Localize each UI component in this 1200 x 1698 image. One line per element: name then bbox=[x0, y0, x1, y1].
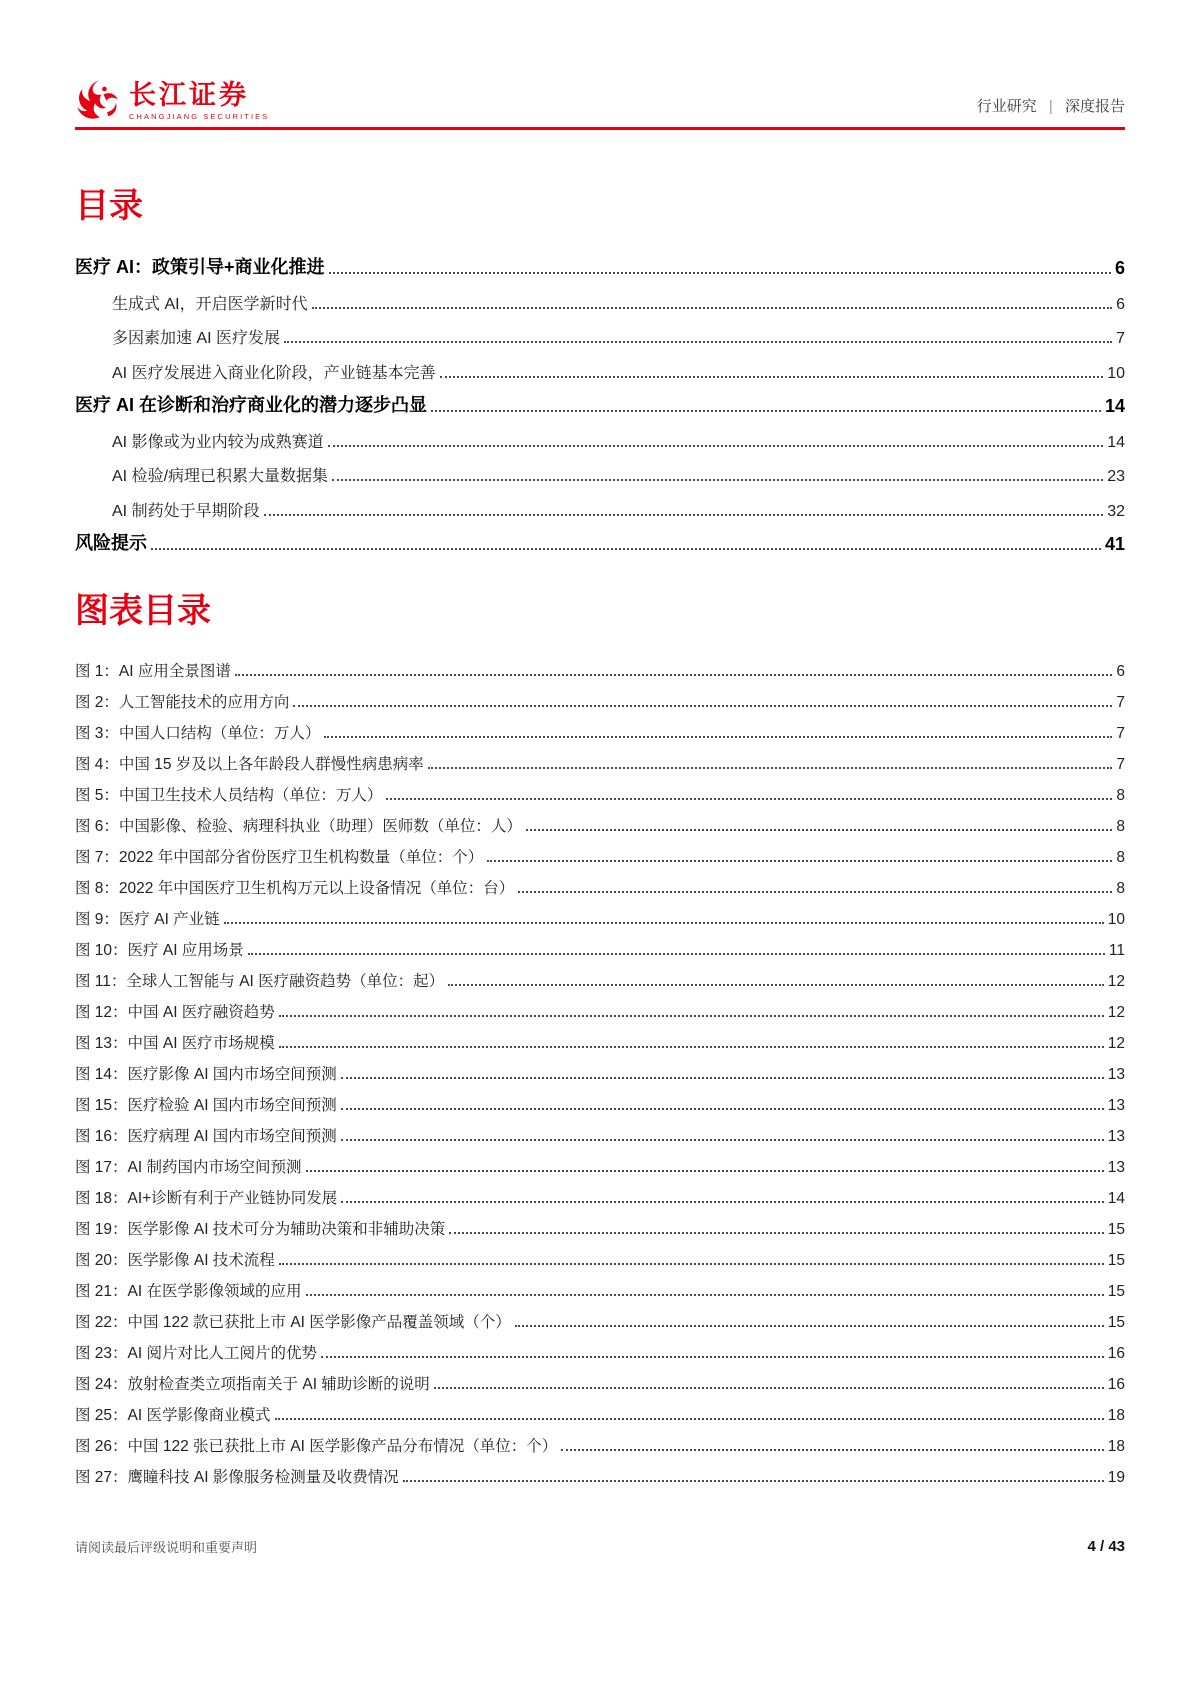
brand-name-cn: 长江证券 bbox=[129, 79, 249, 110]
toc-entry-page: 14 bbox=[1107, 433, 1125, 451]
figure-entry-label: 图 16：医疗病理 AI 国内市场空间预测 bbox=[75, 1128, 337, 1146]
figure-entry[interactable] bbox=[75, 1301, 1125, 1332]
figure-entry[interactable] bbox=[75, 650, 1125, 681]
figure-entry[interactable] bbox=[75, 1146, 1125, 1177]
figure-entry-page: 11 bbox=[1108, 942, 1125, 960]
dot-leader bbox=[279, 1263, 1104, 1265]
figure-entry[interactable] bbox=[75, 1022, 1125, 1053]
dot-leader bbox=[434, 1387, 1104, 1389]
dot-leader bbox=[428, 767, 1113, 769]
dot-leader bbox=[341, 1077, 1104, 1079]
figure-entry-label: 图 26：中国 122 张已获批上市 AI 医学影像产品分布情况（单位：个） bbox=[75, 1438, 558, 1456]
report-type-label: 深度报告 bbox=[1064, 98, 1125, 115]
toc-entry-label: AI 影像或为业内较为成熟赛道 bbox=[112, 433, 324, 451]
dot-leader bbox=[324, 736, 1112, 738]
figure-entry-label: 图 9：医疗 AI 产业链 bbox=[75, 911, 220, 929]
figure-entry-label: 图 11：全球人工智能与 AI 医疗融资趋势（单位：起） bbox=[75, 973, 445, 991]
figures-list bbox=[75, 650, 1125, 1487]
dot-leader bbox=[306, 1294, 1104, 1296]
figure-entry[interactable] bbox=[75, 1053, 1125, 1084]
figure-entry-page: 6 bbox=[1116, 663, 1125, 681]
toc-entry-label: 多因素加速 AI 医疗发展 bbox=[112, 330, 281, 348]
toc-entry[interactable] bbox=[75, 348, 1125, 383]
figure-entry-page: 15 bbox=[1107, 1221, 1125, 1239]
figure-entry-page: 15 bbox=[1107, 1314, 1125, 1332]
toc-entry-page: 41 bbox=[1104, 534, 1125, 555]
figure-entry-label: 图 15：医疗检验 AI 国内市场空间预测 bbox=[75, 1097, 337, 1115]
figure-entry[interactable] bbox=[75, 712, 1125, 743]
dot-leader bbox=[403, 1480, 1104, 1482]
figure-entry-label: 图 25：AI 医学影像商业模式 bbox=[75, 1407, 271, 1425]
figure-entry[interactable] bbox=[75, 1084, 1125, 1115]
figure-entry-label: 图 8：2022 年中国医疗卫生机构万元以上设备情况（单位：台） bbox=[75, 880, 515, 898]
dot-leader bbox=[431, 410, 1101, 412]
toc-title: 目录 bbox=[75, 187, 143, 225]
toc-entry-page: 6 bbox=[1114, 258, 1125, 279]
figure-entry-label: 图 2：人工智能技术的应用方向 bbox=[75, 694, 290, 712]
figure-entry-page: 15 bbox=[1107, 1252, 1125, 1270]
brand-text bbox=[129, 79, 270, 121]
dot-leader bbox=[487, 860, 1112, 862]
toc-entry-label: AI 检验/病理已积累大量数据集 bbox=[112, 468, 329, 486]
figure-entry[interactable] bbox=[75, 1115, 1125, 1146]
figure-entry-label: 图 6：中国影像、检验、病理科执业（助理）医师数（单位：人） bbox=[75, 818, 522, 836]
toc-list bbox=[75, 245, 1125, 556]
figure-entry-label: 图 20：医学影像 AI 技术流程 bbox=[75, 1252, 275, 1270]
dot-leader bbox=[440, 376, 1104, 378]
figure-entry-page: 13 bbox=[1107, 1159, 1125, 1177]
toc-entry-page: 10 bbox=[1107, 364, 1125, 382]
toc-entry-label: 生成式 AI，开启医学新时代 bbox=[112, 295, 308, 313]
figure-entry-label: 图 14：医疗影像 AI 国内市场空间预测 bbox=[75, 1066, 337, 1084]
category-label: 行业研究 bbox=[976, 98, 1037, 115]
figure-entry-page: 18 bbox=[1107, 1407, 1125, 1425]
figure-entry[interactable] bbox=[75, 1394, 1125, 1425]
dot-leader bbox=[248, 953, 1105, 955]
dot-leader bbox=[341, 1139, 1104, 1141]
dot-leader bbox=[264, 514, 1104, 516]
footer-page-indicator: 4 / 43 bbox=[1087, 1538, 1125, 1555]
figure-entry-label: 图 13：中国 AI 医疗市场规模 bbox=[75, 1035, 275, 1053]
figure-entry-page: 16 bbox=[1107, 1376, 1125, 1394]
dot-leader bbox=[328, 445, 1104, 447]
toc-entry[interactable] bbox=[75, 521, 1125, 556]
figure-entry-label: 图 7：2022 年中国部分省份医疗卫生机构数量（单位：个） bbox=[75, 849, 484, 867]
figure-entry-label: 图 17：AI 制药国内市场空间预测 bbox=[75, 1159, 302, 1177]
figure-entry-label: 图 10：医疗 AI 应用场景 bbox=[75, 942, 244, 960]
figure-entry[interactable] bbox=[75, 681, 1125, 712]
figure-entry[interactable] bbox=[75, 805, 1125, 836]
figure-entry-page: 7 bbox=[1116, 756, 1125, 774]
figure-entry[interactable] bbox=[75, 991, 1125, 1022]
report-footer bbox=[75, 1537, 1125, 1556]
figure-entry-label: 图 5：中国卫生技术人员结构（单位：万人） bbox=[75, 787, 383, 805]
toc-entry[interactable] bbox=[75, 279, 1125, 314]
figure-entry-page: 12 bbox=[1107, 973, 1125, 991]
figure-entry-label: 图 24：放射检查类立项指南关于 AI 辅助诊断的说明 bbox=[75, 1376, 430, 1394]
dot-leader bbox=[293, 705, 1112, 707]
dot-leader bbox=[279, 1015, 1104, 1017]
dot-leader bbox=[386, 798, 1112, 800]
dot-leader bbox=[279, 1046, 1104, 1048]
brand-name-en: CHANGJIANG SECURITIES bbox=[129, 111, 270, 121]
figure-entry[interactable] bbox=[75, 1332, 1125, 1363]
figure-entry-page: 8 bbox=[1116, 880, 1125, 898]
dot-leader bbox=[561, 1449, 1103, 1451]
figure-entry-page: 12 bbox=[1107, 1004, 1125, 1022]
figures-title: 图表目录 bbox=[75, 592, 211, 631]
toc-entry-page: 14 bbox=[1104, 396, 1125, 417]
toc-entry-page: 7 bbox=[1116, 330, 1125, 348]
toc-entry[interactable] bbox=[75, 486, 1125, 521]
toc-entry-label: 医疗 AI 在诊断和治疗商业化的潜力逐步凸显 bbox=[75, 395, 428, 416]
figure-entry-label: 图 22：中国 122 款已获批上市 AI 医学影像产品覆盖领域（个） bbox=[75, 1314, 511, 1332]
dot-leader bbox=[224, 922, 1104, 924]
dot-leader bbox=[235, 674, 1112, 676]
dot-leader bbox=[341, 1201, 1104, 1203]
toc-page-content bbox=[75, 186, 1125, 1487]
dot-leader bbox=[284, 341, 1112, 343]
figure-entry[interactable] bbox=[75, 867, 1125, 898]
dot-leader bbox=[275, 1418, 1104, 1420]
figure-entry[interactable] bbox=[75, 1239, 1125, 1270]
dot-leader bbox=[526, 829, 1112, 831]
figure-entry-label: 图 4：中国 15 岁及以上各年龄段人群慢性病患病率 bbox=[75, 756, 424, 774]
dot-leader bbox=[306, 1170, 1104, 1172]
category-separator: | bbox=[1048, 98, 1053, 115]
toc-entry-label: AI 制药处于早期阶段 bbox=[112, 502, 260, 520]
dot-leader bbox=[312, 307, 1113, 309]
dot-leader bbox=[518, 891, 1112, 893]
figure-entry-label: 图 1：AI 应用全景图谱 bbox=[75, 663, 231, 681]
figure-entry[interactable] bbox=[75, 743, 1125, 774]
header-rule bbox=[75, 127, 1125, 130]
report-header bbox=[75, 74, 1125, 124]
dot-leader bbox=[341, 1108, 1104, 1110]
figure-entry[interactable] bbox=[75, 1270, 1125, 1301]
figure-entry-page: 12 bbox=[1107, 1035, 1125, 1053]
brand-dragon-logo-icon bbox=[75, 78, 121, 124]
report-category bbox=[977, 95, 1125, 116]
figure-entry[interactable] bbox=[75, 836, 1125, 867]
toc-entry[interactable] bbox=[75, 245, 1125, 280]
figure-entry-label: 图 19：医学影像 AI 技术可分为辅助决策和非辅助决策 bbox=[75, 1221, 446, 1239]
figure-entry-page: 13 bbox=[1107, 1066, 1125, 1084]
figure-entry-page: 15 bbox=[1107, 1283, 1125, 1301]
figure-entry-label: 图 23：AI 阅片对比人工阅片的优势 bbox=[75, 1345, 317, 1363]
figure-entry-page: 8 bbox=[1116, 849, 1125, 867]
figure-entry[interactable] bbox=[75, 929, 1125, 960]
figure-entry[interactable] bbox=[75, 1456, 1125, 1487]
figure-entry[interactable] bbox=[75, 898, 1125, 929]
figure-entry[interactable] bbox=[75, 774, 1125, 805]
figure-entry-page: 7 bbox=[1116, 694, 1125, 712]
toc-entry-label: 风险提示 bbox=[75, 533, 147, 554]
dot-leader bbox=[449, 1232, 1103, 1234]
figure-entry-page: 19 bbox=[1107, 1469, 1125, 1487]
figure-entry-page: 8 bbox=[1116, 818, 1125, 836]
figure-entry-page: 18 bbox=[1107, 1438, 1125, 1456]
toc-entry-label: AI 医疗发展进入商业化阶段，产业链基本完善 bbox=[112, 364, 436, 382]
figure-entry-page: 16 bbox=[1107, 1345, 1125, 1363]
footer-disclaimer: 请阅读最后评级说明和重要声明 bbox=[75, 1540, 258, 1555]
figure-entry-label: 图 27：鹰瞳科技 AI 影像服务检测量及收费情况 bbox=[75, 1469, 399, 1487]
figure-entry[interactable] bbox=[75, 1425, 1125, 1456]
figure-entry-label: 图 21：AI 在医学影像领域的应用 bbox=[75, 1283, 302, 1301]
figure-entry-page: 7 bbox=[1116, 725, 1125, 743]
toc-entry-page: 32 bbox=[1107, 502, 1125, 520]
toc-entry-label: 医疗 AI：政策引导+商业化推进 bbox=[75, 257, 325, 278]
dot-leader bbox=[448, 984, 1104, 986]
figure-entry-label: 图 12：中国 AI 医疗融资趋势 bbox=[75, 1004, 275, 1022]
figure-entry-page: 14 bbox=[1107, 1190, 1125, 1208]
toc-entry[interactable] bbox=[75, 452, 1125, 487]
figure-entry[interactable] bbox=[75, 960, 1125, 991]
figure-entry-label: 图 3：中国人口结构（单位：万人） bbox=[75, 725, 321, 743]
dot-leader bbox=[321, 1356, 1104, 1358]
brand bbox=[75, 78, 269, 124]
figure-entry-label: 图 18：AI+诊断有利于产业链协同发展 bbox=[75, 1190, 338, 1208]
dot-leader bbox=[332, 479, 1103, 481]
figure-entry[interactable] bbox=[75, 1363, 1125, 1394]
dot-leader bbox=[151, 548, 1101, 550]
figure-entry-page: 13 bbox=[1107, 1097, 1125, 1115]
toc-entry-page: 6 bbox=[1116, 295, 1125, 313]
toc-entry-page: 23 bbox=[1107, 468, 1125, 486]
dot-leader bbox=[515, 1325, 1104, 1327]
toc-entry[interactable] bbox=[75, 383, 1125, 418]
figure-entry-page: 10 bbox=[1107, 911, 1125, 929]
figure-entry[interactable] bbox=[75, 1208, 1125, 1239]
figure-entry[interactable] bbox=[75, 1177, 1125, 1208]
toc-entry[interactable] bbox=[75, 314, 1125, 349]
toc-entry[interactable] bbox=[75, 417, 1125, 452]
dot-leader bbox=[329, 272, 1111, 274]
figure-entry-page: 8 bbox=[1116, 787, 1125, 805]
figure-entry-page: 13 bbox=[1107, 1128, 1125, 1146]
